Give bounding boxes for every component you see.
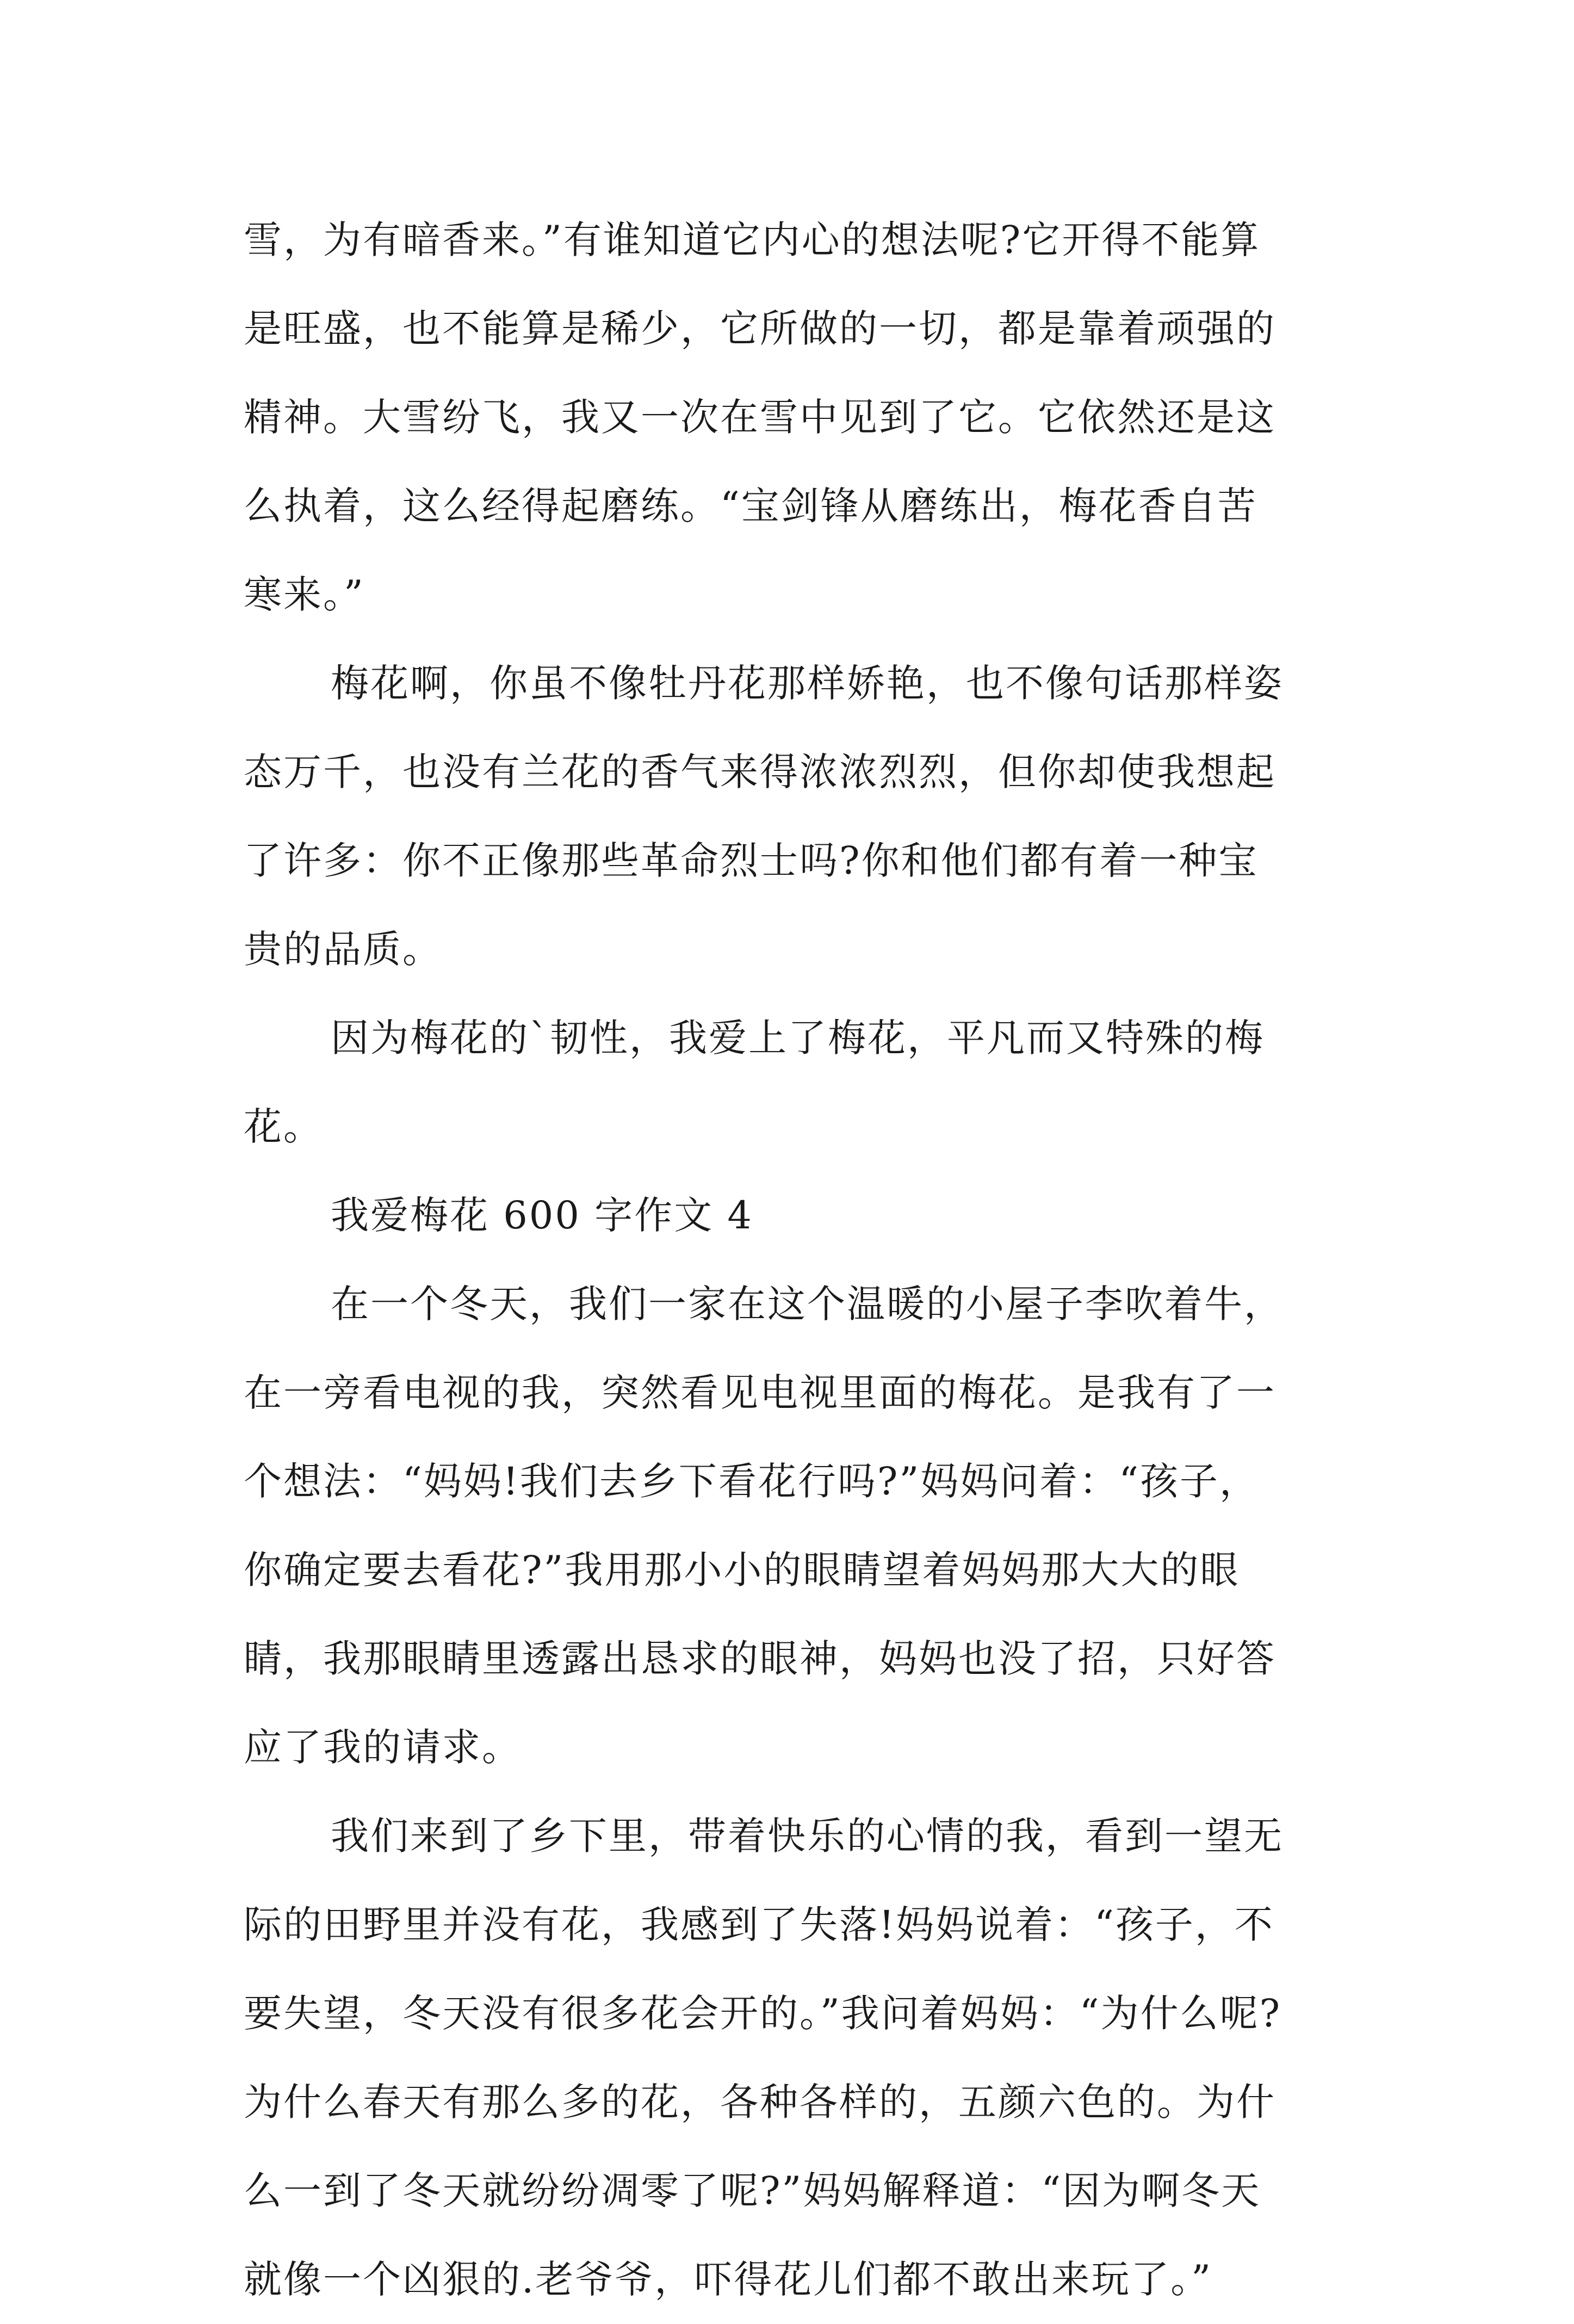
text-line: 你确定要去看花?”我用那小小的眼睛望着妈妈那大大的眼 [244, 1548, 1240, 1592]
text-line: 了许多：你不正像那些革命烈士吗?你和他们都有着一种宝 [244, 838, 1259, 883]
text-line: 是旺盛，也不能算是稀少，它所做的一切，都是靠着顽强的 [244, 306, 1276, 351]
paragraph-start-line: 在一个冬天，我们一家在这个温暖的小屋子李吹着牛， [331, 1282, 1284, 1326]
text-line: 么一到了冬天就纷纷凋零了呢?”妈妈解释道：“因为啊冬天 [244, 2168, 1261, 2213]
text-line: 际的田野里并没有花，我感到了失落!妈妈说着：“孩子，不 [244, 1902, 1274, 1947]
text-line: 贵的品质。 [244, 927, 442, 972]
text-line: 就像一个凶狠的.老爷爷，吓得花儿们都不敢出来玩了。” [244, 2257, 1213, 2302]
text-line: 应了我的请求。 [244, 1725, 522, 1770]
text-line: 寒来。” [244, 572, 365, 617]
text-line: 为什么春天有那么多的花，各种各样的，五颜六色的。为什 [244, 2080, 1276, 2124]
text-line: 睛，我那眼睛里透露出恳求的眼神，妈妈也没了招，只好答 [244, 1636, 1276, 1681]
text-line: 精神。大雪纷飞，我又一次在雪中见到了它。它依然还是这 [244, 395, 1276, 440]
text-line: 个想法：“妈妈!我们去乡下看花行吗?”妈妈问着：“孩子， [244, 1459, 1260, 1504]
section-heading: 我爱梅花 600 字作文 4 [331, 1193, 753, 1238]
text-line: 要失望，冬天没有很多花会开的。”我问着妈妈：“为什么呢? [244, 1991, 1282, 2036]
text-line: 花。 [244, 1104, 323, 1149]
paragraph-start-line: 梅花啊，你虽不像牡丹花那样娇艳，也不像句话那样姿 [331, 661, 1284, 706]
paragraph-start-line: 我们来到了乡下里，带着快乐的心情的我，看到一望无 [331, 1814, 1284, 1858]
text-line: 态万千，也没有兰花的香气来得浓浓烈烈，但你却使我想起 [244, 750, 1276, 794]
document-body [244, 196, 1344, 2324]
text-line: 雪，为有暗香来。”有谁知道它内心的想法呢?它开得不能算 [244, 218, 1261, 262]
text-line: 么执着，这么经得起磨练。“宝剑锋从磨练出，梅花香自苦 [244, 484, 1257, 528]
text-line: 在一旁看电视的我，突然看见电视里面的梅花。是我有了一 [244, 1370, 1276, 1415]
paragraph-start-line: 因为梅花的`韧性，我爱上了梅花，平凡而又特殊的梅 [331, 1016, 1265, 1060]
